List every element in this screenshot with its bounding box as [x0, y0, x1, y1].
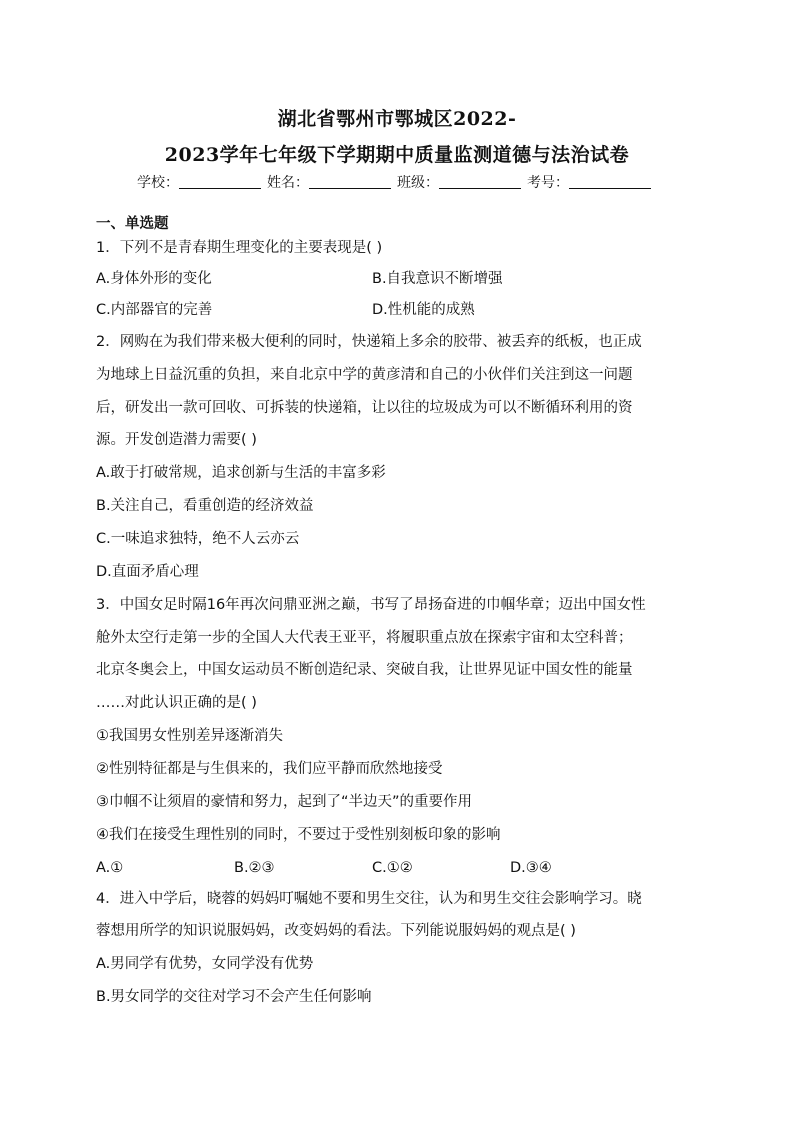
q2-option-c: C.一味追求独特，绝不人云亦云	[96, 531, 300, 547]
q2-stem-line4: 源。开发创造潜力需要( )	[96, 432, 257, 448]
school-blank[interactable]	[179, 174, 261, 189]
q1-option-b: B.自我意识不断增强	[372, 271, 503, 287]
class-label: 班级：	[397, 175, 439, 191]
school-label: 学校：	[137, 175, 179, 191]
section-heading: 一、单选题	[96, 216, 169, 232]
q2-option-d: D.直面矛盾心理	[96, 564, 199, 580]
q3-stem-line1: 3．中国女足时隔16年再次问鼎亚洲之巅，书写了昂扬奋进的巾帼华章；迈出中国女性	[96, 597, 646, 613]
name-blank[interactable]	[309, 174, 391, 189]
name-label: 姓名：	[267, 175, 309, 191]
q3-option-a: A.①	[96, 860, 124, 876]
q3-stem-line4: ……对此认识正确的是( )	[96, 695, 257, 711]
q3-statement-2: ②性别特征都是与生俱来的，我们应平静而欣然地接受	[96, 761, 443, 777]
exam-title-line1: 湖北省鄂州市鄂城区2022-	[277, 108, 517, 130]
q3-statement-3: ③巾帼不让须眉的豪情和努力，起到了“半边天”的重要作用	[96, 794, 473, 810]
q2-stem-line2: 为地球上日益沉重的负担，来自北京中学的黄彦清和自己的小伙伴们关注到这一问题	[96, 367, 633, 383]
exam-number-blank[interactable]	[569, 174, 651, 189]
class-blank[interactable]	[439, 174, 521, 189]
q2-option-a: A.敢于打破常规，追求创新与生活的丰富多彩	[96, 465, 386, 481]
q3-statement-4: ④我们在接受生理性别的同时，不要过于受性别刻板印象的影响	[96, 827, 501, 843]
q1-option-c: C.内部器官的完善	[96, 302, 213, 318]
q3-stem-line3: 北京冬奥会上，中国女运动员不断创造纪录、突破自我，让世界见证中国女性的能量	[96, 662, 633, 678]
q4-stem-line2: 蓉想用所学的知识说服妈妈，改变妈妈的看法。下列能说服妈妈的观点是( )	[96, 923, 576, 939]
q2-option-b: B.关注自己，看重创造的经济效益	[96, 498, 314, 514]
q4-option-a: A.男同学有优势，女同学没有优势	[96, 956, 314, 972]
q2-stem-line1: 2．网购在为我们带来极大便利的同时，快递箱上多余的胶带、被丢弃的纸板，也正成	[96, 334, 642, 350]
exam-title-line2: 2023学年七年级下学期期中质量监测道德与法治试卷	[164, 144, 630, 166]
q4-option-b: B.男女同学的交往对学习不会产生任何影响	[96, 989, 372, 1005]
q3-option-b: B.②③	[234, 860, 275, 876]
q1-option-a: A.身体外形的变化	[96, 271, 212, 287]
q3-statement-1: ①我国男女性别差异逐渐消失	[96, 728, 283, 744]
q2-stem-line3: 后，研发出一款可回收、可拆装的快递箱，让以往的垃圾成为可以不断循环利用的资	[96, 400, 633, 416]
exam-number-label: 考号：	[527, 175, 569, 191]
q3-stem-line2: 舱外太空行走第一步的全国人大代表王亚平，将履职重点放在探索宇宙和太空科普；	[96, 630, 633, 646]
student-info-row	[0, 172, 794, 192]
q4-stem-line1: 4．进入中学后，晓蓉的妈妈叮嘱她不要和男生交往，认为和男生交往会影响学习。晓	[96, 891, 642, 907]
q3-option-d: D.③④	[510, 860, 552, 876]
q1-option-d: D.性机能的成熟	[372, 302, 475, 318]
q1-stem: 1．下列不是青春期生理变化的主要表现是( )	[96, 240, 383, 256]
q3-option-c: C.①②	[372, 860, 413, 876]
